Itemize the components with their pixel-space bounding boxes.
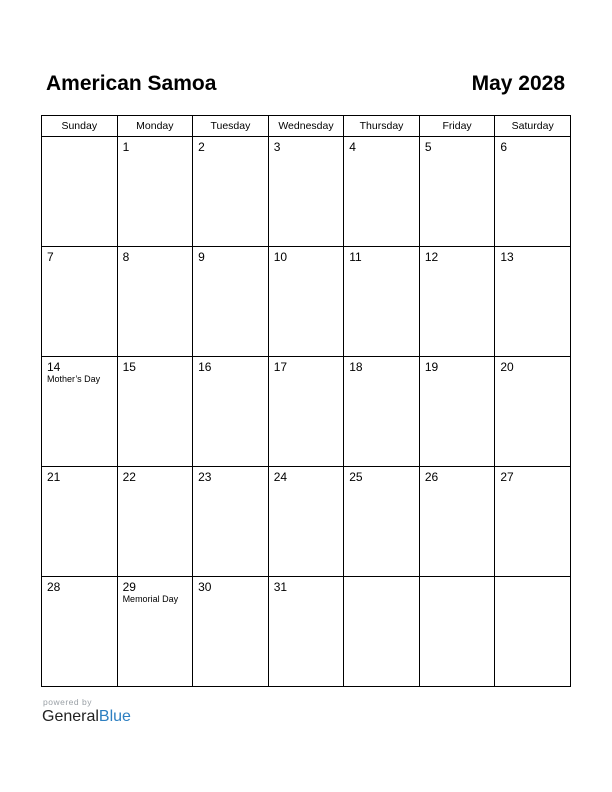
day-number: 6 xyxy=(500,140,508,154)
day-number: 25 xyxy=(349,470,363,484)
day-number: 8 xyxy=(122,250,130,264)
day-number: 22 xyxy=(122,470,136,484)
calendar-day-cell xyxy=(495,357,571,467)
calendar-day-cell xyxy=(117,577,193,687)
day-number: 4 xyxy=(349,140,356,154)
calendar-week-row xyxy=(42,357,571,467)
day-number: 23 xyxy=(198,470,212,484)
day-number: 2 xyxy=(198,140,205,154)
calendar-day-cell xyxy=(117,137,193,247)
calendar-day-cell xyxy=(419,137,495,247)
day-number: 17 xyxy=(273,360,288,374)
calendar-day-cell xyxy=(42,137,118,247)
day-number: 1 xyxy=(122,140,130,154)
calendar-day-cell xyxy=(419,357,495,467)
day-number: 24 xyxy=(273,470,288,484)
calendar-day-cell xyxy=(268,357,344,467)
day-number: 29 xyxy=(122,580,136,594)
weekday-header-row xyxy=(42,116,571,137)
day-number: 30 xyxy=(198,580,212,594)
calendar-week-row xyxy=(42,577,571,687)
day-number: 27 xyxy=(500,470,514,484)
weekday-header-friday: Friday xyxy=(419,116,495,137)
calendar-day-cell xyxy=(193,137,269,247)
calendar-day-cell xyxy=(117,467,193,577)
calendar-day-cell xyxy=(42,247,118,357)
day-number: 21 xyxy=(47,470,61,484)
brand-name-part2: Blue xyxy=(98,708,131,725)
day-number: 3 xyxy=(273,140,281,154)
day-number: 18 xyxy=(349,360,363,374)
weekday-header-saturday: Saturday xyxy=(495,116,571,137)
weekday-header-thursday: Thursday xyxy=(344,116,420,137)
brand-name-part1: General xyxy=(42,708,99,725)
calendar-day-cell xyxy=(193,467,269,577)
day-number: 12 xyxy=(424,250,439,264)
calendar-day-cell xyxy=(42,467,118,577)
calendar-grid xyxy=(41,115,571,687)
calendar-day-cell xyxy=(419,467,495,577)
calendar-day-cell xyxy=(193,357,269,467)
day-number: 10 xyxy=(273,250,288,264)
calendar-day-cell xyxy=(117,247,193,357)
calendar-day-cell xyxy=(193,577,269,687)
calendar-day-cell xyxy=(344,137,420,247)
calendar-day-cell xyxy=(344,357,420,467)
day-number: 19 xyxy=(424,360,439,374)
day-number: 7 xyxy=(47,250,54,264)
weekday-header-wednesday: Wednesday xyxy=(268,116,344,137)
day-number: 5 xyxy=(424,140,432,154)
day-number: 16 xyxy=(198,360,212,374)
holiday-label: Mother’s Day xyxy=(47,374,101,384)
day-number: 15 xyxy=(122,360,136,374)
calendar-day-cell xyxy=(495,577,571,687)
calendar-day-cell xyxy=(344,247,420,357)
generalblue-logo xyxy=(42,708,131,726)
calendar-day-cell xyxy=(495,467,571,577)
weekday-header-monday: Monday xyxy=(117,116,193,137)
day-number: 26 xyxy=(424,470,439,484)
calendar-day-cell xyxy=(419,247,495,357)
calendar-day-cell xyxy=(193,247,269,357)
day-number: 20 xyxy=(500,360,514,374)
calendar-week-row xyxy=(42,467,571,577)
calendar-week-row xyxy=(42,247,571,357)
calendar-day-cell xyxy=(268,577,344,687)
day-number: 28 xyxy=(47,580,61,594)
calendar-day-cell xyxy=(495,247,571,357)
calendar-day-cell xyxy=(495,137,571,247)
calendar-day-cell xyxy=(268,247,344,357)
calendar-day-cell xyxy=(117,357,193,467)
day-number: 9 xyxy=(198,250,205,264)
month-year-title: May 2028 xyxy=(471,72,565,95)
day-number: 14 xyxy=(47,360,61,374)
weekday-header-tuesday: Tuesday xyxy=(193,116,269,137)
country-title: American Samoa xyxy=(46,72,217,95)
calendar-day-cell xyxy=(268,137,344,247)
calendar-day-cell xyxy=(42,357,118,467)
day-number: 13 xyxy=(500,250,514,264)
calendar-day-cell xyxy=(42,577,118,687)
powered-by-text: powered by xyxy=(43,697,92,707)
calendar-day-cell xyxy=(268,467,344,577)
day-number: 31 xyxy=(273,580,288,594)
calendar-day-cell xyxy=(419,577,495,687)
calendar-day-cell xyxy=(344,577,420,687)
weekday-header-sunday: Sunday xyxy=(42,116,118,137)
calendar-week-row xyxy=(42,137,571,247)
holiday-label: Memorial Day xyxy=(122,594,179,604)
day-number: 11 xyxy=(349,250,362,264)
calendar-day-cell xyxy=(344,467,420,577)
